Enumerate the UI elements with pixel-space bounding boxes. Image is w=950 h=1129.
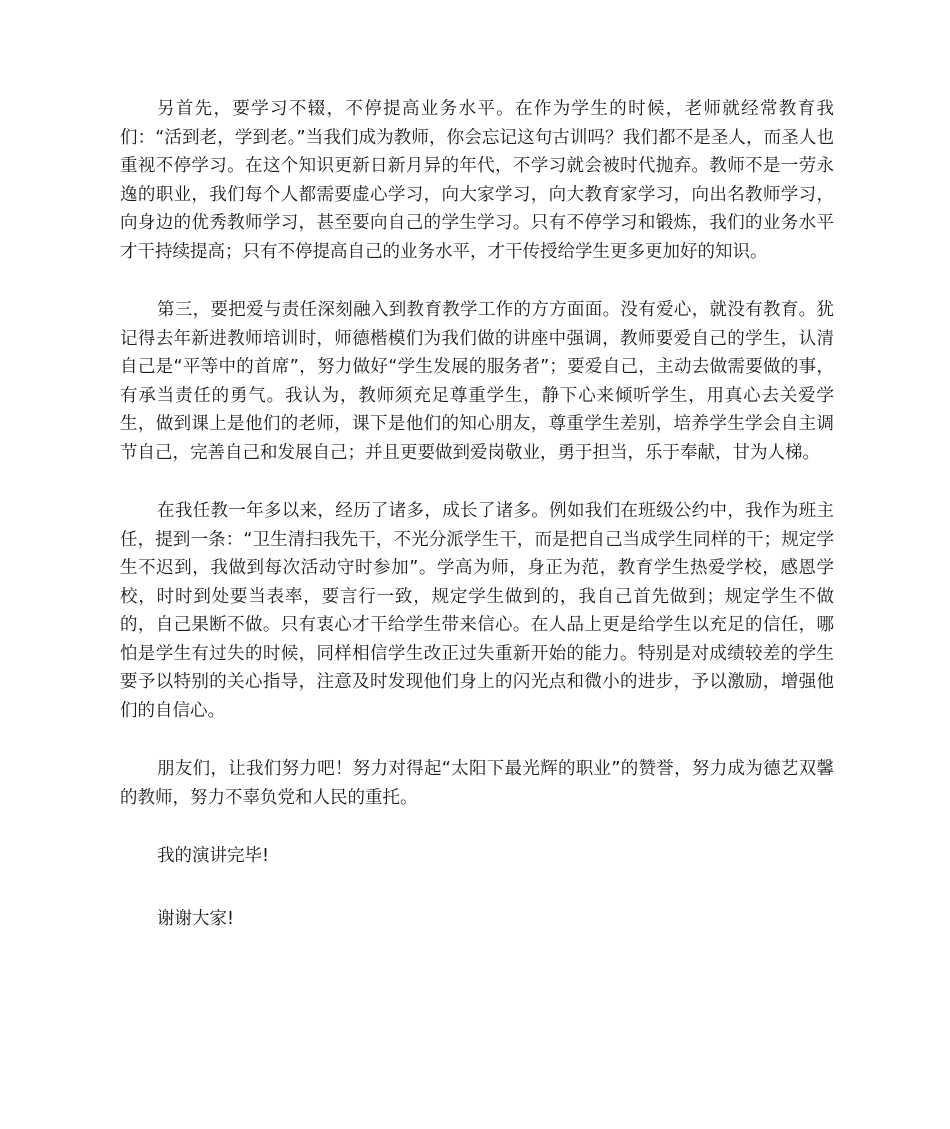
paragraph-personal-experience: 在我任教一年多以来，经历了诸多，成长了诸多。例如我们在班级公约中，我作为班主任，提到一条：“卫生清扫我先干，不光分派学生干，而是把自己当成学生同样的干；规定学生不迟到，我做到每次活动守时参加”。学高为师，身正为范，教育学生热爱学校，感恩学校，时时到处要当表率，要言行一致，规定学生做到的，我自己首先做到；规定学生不做的，自己果断不做。只有衷心才干给学生带来信心。在人品上更是给学生以充足的信任，哪怕是学生有过失的时候，同样相信学生改正过失重新开始的能力。特别是对成绩较差的学生要予以特别的关心指导，注意及时发现他们身上的闪光点和微小的进步，予以激励，增强他们的自信心。: [120, 501, 834, 721]
paragraph-speech-end: 我的演讲完毕!: [157, 846, 270, 866]
paragraph-thanks: 谢谢大家!: [157, 908, 235, 929]
paragraph-continuous-learning: 另首先，要学习不辍，不停提高业务水平。在作为学生的时候，老师就经常教育我们：“活到老，学到老。”当我们成为教师，你会忘记这句古训吗？我们都不是圣人，而圣人也重视不停学习。在这个知识更新日新月异的年代，不学习就会被时代抛弃。教师不是一劳永逸的职业，我们每个人都需要虚心学习，向大家学习，向大教育家学习，向出名教师学习，向身边的优秀教师学习，甚至要向自己的学生学习。只有不停学习和锻炼，我们的业务水平才干持续提高；只有不停提高自己的业务水平，才干传授给学生更多更加好的知识。: [120, 99, 834, 262]
paragraph-call-to-action: 朋友们，让我们努力吧！努力对得起“太阳下最光辉的职业”的赞誉，努力成为德艺双馨的教师，努力不辜负党和人民的重托。: [120, 759, 834, 808]
paragraph-love-and-responsibility: 第三，要把爱与责任深刻融入到教育教学工作的方方面面。没有爱心，就没有教育。犹记得去年新进教师培训时，师德楷模们为我们做的讲座中强调，教师要爱自己的学生，认清自己是“平等中的首席”，努力做好“学生发展的服务者”；要爱自己，主动去做需要做的事，有承当责任的勇气。我认为，教师须充足尊重学生，静下心来倾听学生，用真心去关爱学生，做到课上是他们的老师，课下是他们的知心朋友，尊重学生差别，培养学生学会自主调节自己，完善自己和发展自己；并且更要做到爱岗敬业，勇于担当，乐于奉献，甘为人梯。: [120, 300, 834, 463]
document-page: [120, 95, 834, 967]
